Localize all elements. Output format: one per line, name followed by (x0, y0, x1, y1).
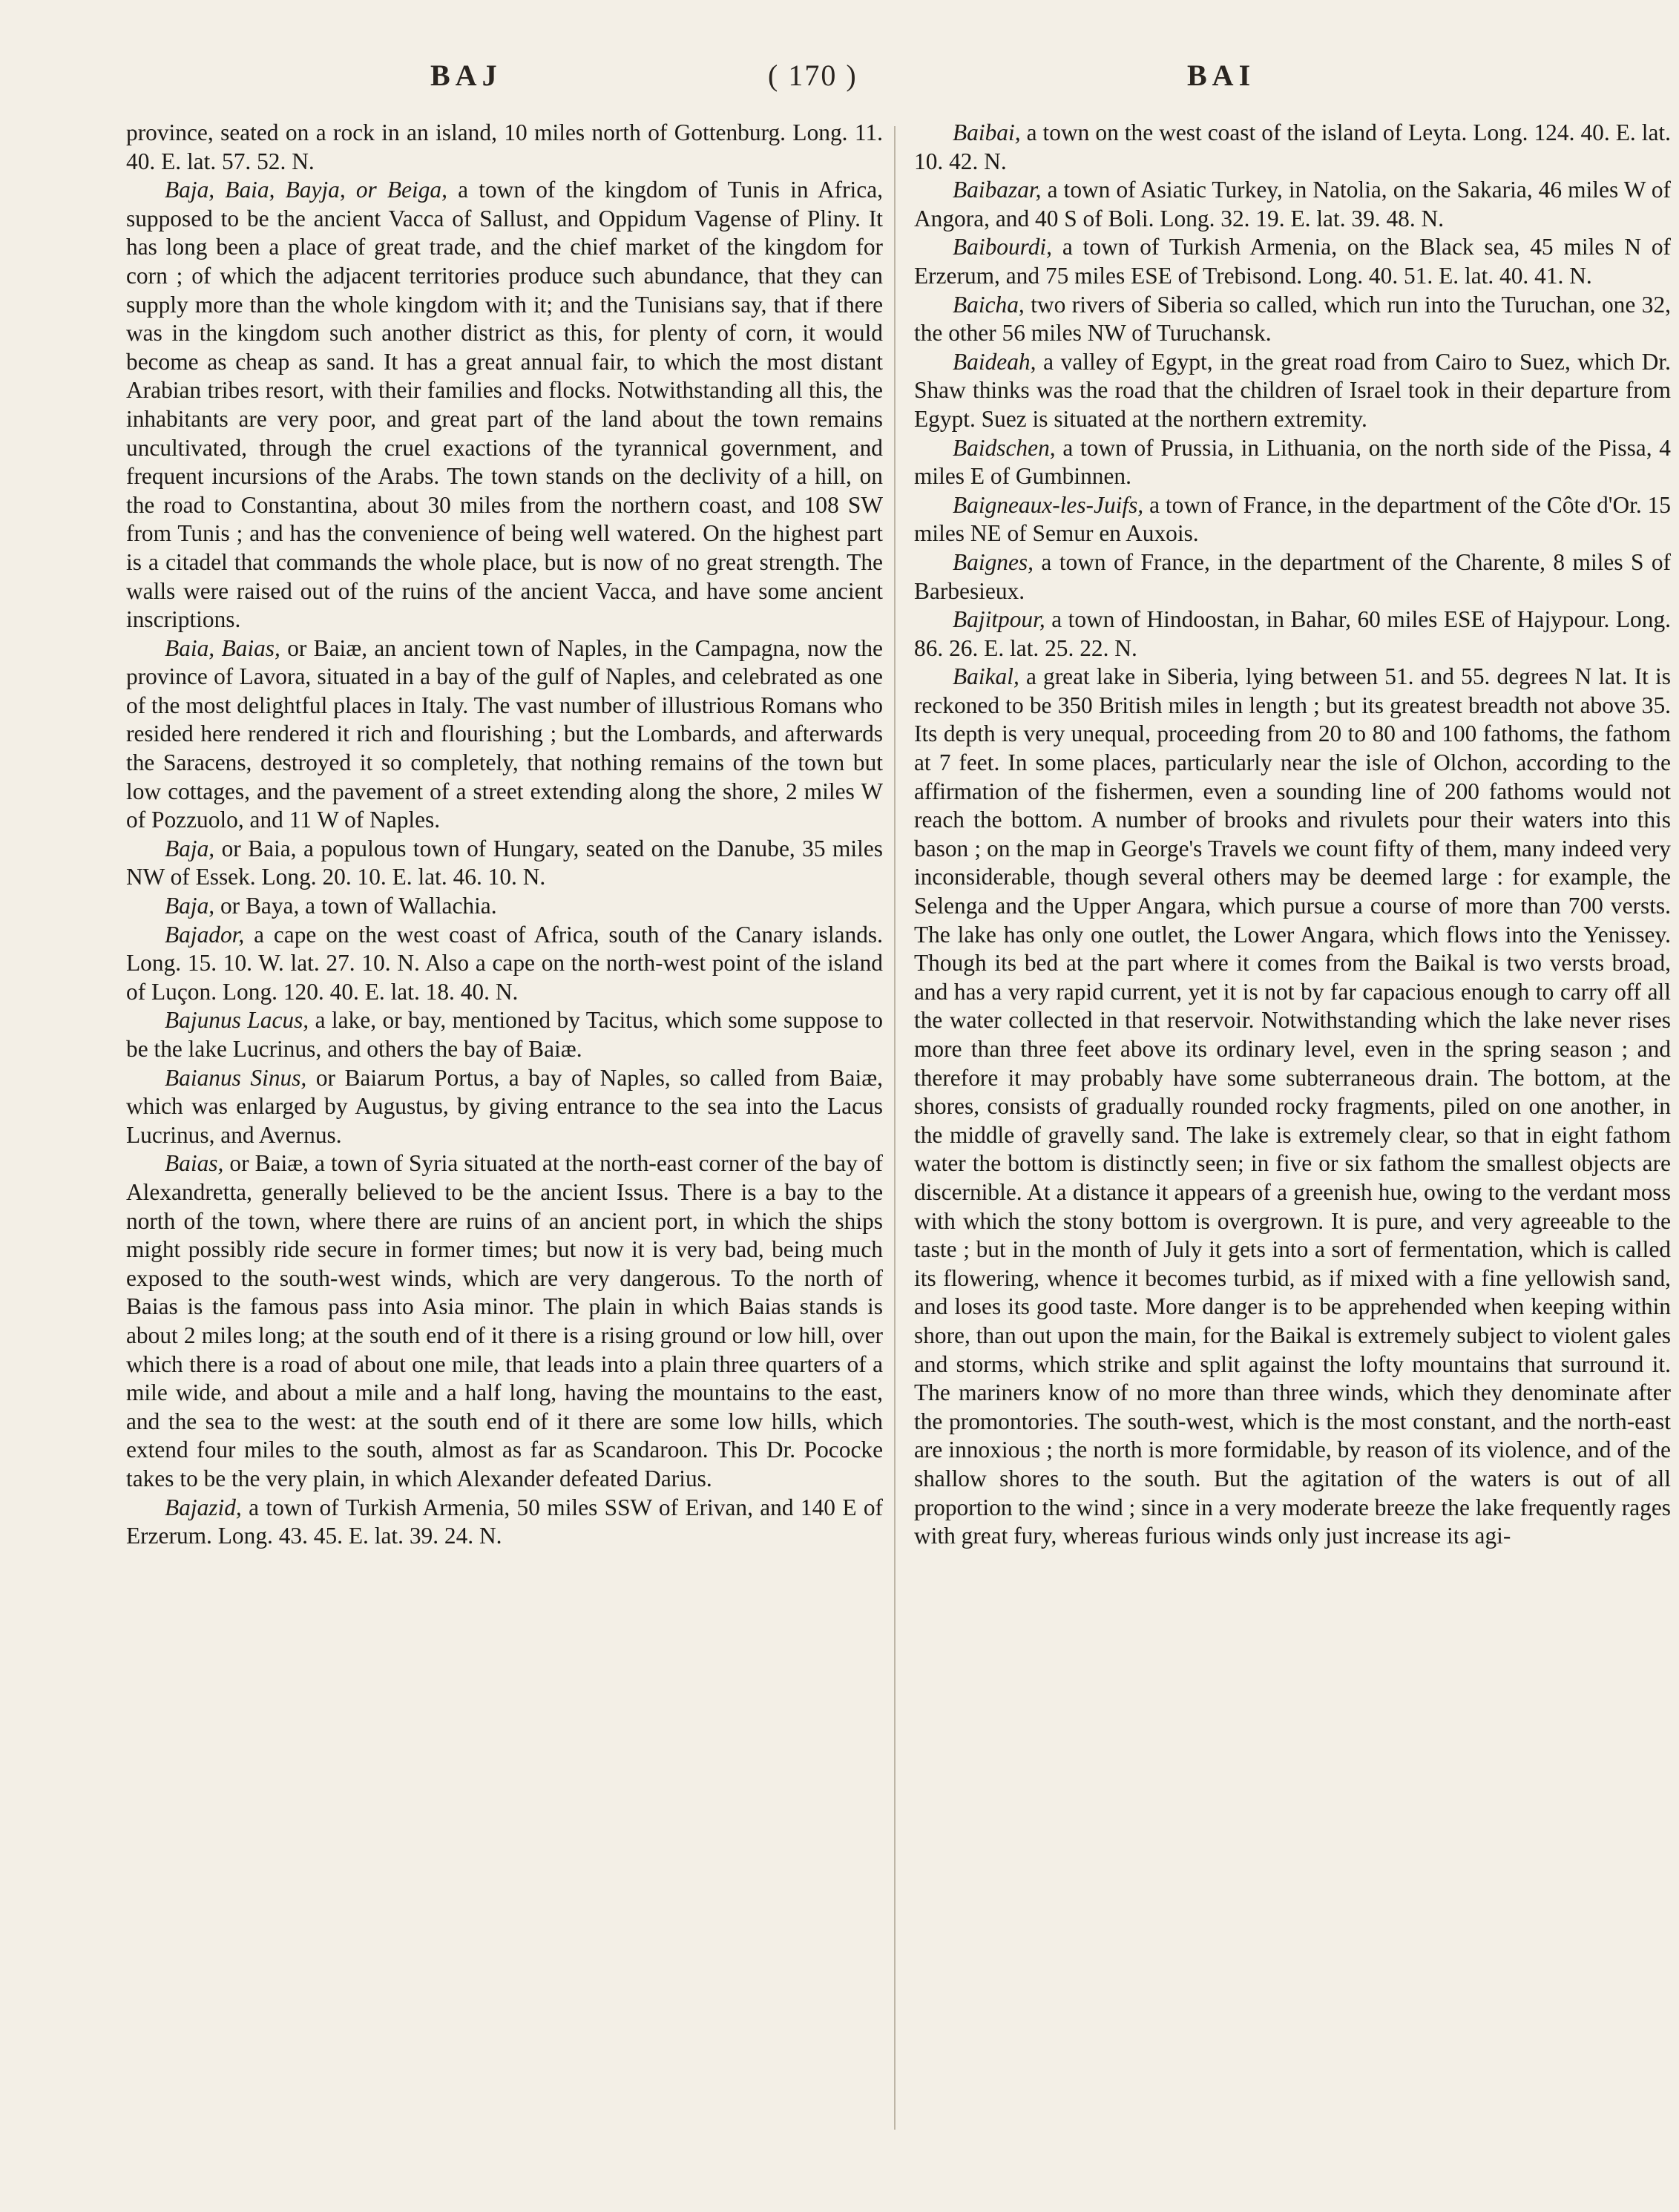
gazetteer-entry (914, 434, 1671, 491)
continued-entry-text (126, 119, 883, 176)
entry-headword: Baianus Sinus, (165, 1064, 307, 1091)
gazetteer-entry (126, 835, 883, 892)
gazetteer-entry (126, 176, 883, 634)
entry-headword: Baibazar, (953, 177, 1042, 203)
entry-headword: Baibourdi, (953, 234, 1052, 260)
entry-text: a town of France, in the department of the Charente, 8 miles S of Barbesieux. (914, 548, 1671, 604)
entry-headword: Bajunus Lacus, (165, 1007, 309, 1034)
entry-text: a town of France, in the department of the Côte d'Or. 15 miles NE of Semur en Auxois. (914, 491, 1671, 547)
page-number: ( 170 ) (768, 59, 858, 92)
entry-text: a town of Asiatic Turkey, in Natolia, on the Sakaria, 46 miles W of Angora, and 40 S of Boli. Long. 32. 19. E. lat. 39. 48. N. (914, 177, 1671, 232)
gazetteer-entry (126, 1064, 883, 1150)
entry-text: province, seated on a rock in an island, 10 miles north of Gottenburg. Long. 11. 40. E. lat. 57. 52. N. (126, 119, 883, 174)
gazetteer-entry (914, 605, 1671, 663)
gazetteer-entry (126, 634, 883, 835)
gazetteer-entry (914, 348, 1671, 434)
entry-text: a town of Prussia, in Lithuania, on the north side of the Pissa, 4 miles E of Gumbinnen. (914, 434, 1671, 490)
entry-text: or Baiarum Portus, a bay of Naples, so called from Baiæ, which was enlarged by Augustus, by giving entrance to the sea into the Lacus Lucrinus, and Avernus. (126, 1064, 883, 1148)
gazetteer-entry (126, 1149, 883, 1493)
entry-text: two rivers of Siberia so called, which run into the Turuchan, one 32, the other 56 miles NW of Turuchansk. (914, 291, 1671, 347)
entry-headword: Baidschen, (953, 434, 1056, 461)
entry-headword: Baigneaux-les-Juifs, (953, 491, 1144, 518)
entry-headword: Bajitpour, (953, 606, 1045, 633)
header-right-catchword: BAI (1187, 59, 1256, 92)
gazetteer-entry (914, 491, 1671, 548)
entry-headword: Baignes, (953, 548, 1034, 575)
entry-headword: Baja, Baia, Bayja, or Beiga, (165, 177, 447, 203)
gazetteer-entry (914, 548, 1671, 605)
entry-text: a town on the west coast of the island of Leyta. Long. 124. 40. E. lat. 10. 42. N. (914, 119, 1671, 174)
entry-text: or Baiæ, a town of Syria situated at the north-east corner of the bay of Alexandretta, generally believed to be the ancient Issus. There is a bay to the north of the town, where there are ruins of an ancient port, in which the ships might possibly ride secure in former times; but now it is very bad, being much exposed to the south-west winds, which are very dangerous. To the north of Baias is the famous pass into Asia minor. The plain in which Baias stands is about 2 miles long; at the south end of it there is a rising ground or low hill, over which there is a road of about one mile, that leads into a plain three quarters of a mile wide, and about a mile and a half long, having the mountains to the east, and the sea to the west: at the south end of it there are some low hills, which extend four miles to the south, almost as far as Scandaroon. This Dr. Pococke takes to be the very plain, in which Alexander defeated Darius. (126, 1150, 883, 1491)
right-column (914, 119, 1671, 1551)
gazetteer-entry (126, 1494, 883, 1551)
header-left-catchword: BAJ (430, 59, 502, 92)
entry-text: or Baiæ, an ancient town of Naples, in the Campagna, now the province of Lavora, situated in a bay of the gulf of Naples, and celebrated as one of the most delightful places in Italy. The vast number of illustrious Romans who resided here rendered it rich and flourishing ; but the Lombards, and afterwards the Saracens, destroyed it so completely, that nothing remains of the town but low cottages, and the pavement of a street extending along the shore, 2 miles W of Pozzuolo, and 11 W of Naples. (126, 634, 883, 833)
entry-headword: Baideah, (953, 348, 1036, 375)
gazetteer-entry (126, 921, 883, 1007)
entry-text: or Baia, a populous town of Hungary, seated on the Danube, 35 miles NW of Essek. Long. 20. 10. E. lat. 46. 10. N. (126, 835, 883, 890)
entry-headword: Baikal, (953, 663, 1019, 690)
entry-headword: Bajazid, (165, 1494, 242, 1520)
entry-headword: Baja, (165, 835, 215, 862)
gazetteer-entry (914, 119, 1671, 176)
entry-headword: Baibai, (953, 119, 1021, 145)
gazetteer-entry (126, 892, 883, 921)
entry-headword: Baja, (165, 893, 215, 919)
entry-headword: Baias, (165, 1150, 224, 1177)
entry-text: a valley of Egypt, in the great road from Cairo to Suez, which Dr. Shaw thinks was the road that the children of Israel took in their departure from Egypt. Suez is situated at the northern extremity. (914, 348, 1671, 432)
column-divider (894, 126, 896, 2130)
entry-text: a town of Turkish Armenia, on the Black sea, 45 miles N of Erzerum, and 75 miles ESE of Trebisond. Long. 40. 51. E. lat. 40. 41. N. (914, 234, 1671, 289)
entry-headword: Bajador, (165, 921, 245, 948)
entry-text: a lake, or bay, mentioned by Tacitus, which some suppose to be the lake Lucrinus, and others the bay of Baiæ. (126, 1007, 883, 1062)
entry-text: a town of the kingdom of Tunis in Africa, supposed to be the ancient Vacca of Sallust, and Oppidum Vagense of Pliny. It has long been a place of great trade, and the chief market of the kingdom for corn ; of which the adjacent territories produce such abundance, that they can supply more than the whole kingdom with it; and the Tunisians say, that if there was in the kingdom such another district as this, for plenty of corn, it would become as cheap as sand. It has a great annual fair, to which the most distant Arabian tribes resort, with their families and flocks. Notwithstanding all this, the inhabitants are very poor, and great part of the land about the town remains uncultivated, through the cruel exactions of the tyrannical government, and frequent incursions of the Arabs. The town stands on the declivity of a hill, on the road to Constantina, about 30 miles from the northern coast, and 108 SW from Tunis ; and has the convenience of being well watered. On the highest part is a citadel that commands the whole place, but is now of no great strength. The walls were raised out of the ruins of the ancient Vacca, and have some ancient inscriptions. (126, 177, 883, 633)
entry-text: or Baya, a town of Wallachia. (214, 893, 497, 919)
entry-text: a cape on the west coast of Africa, south of the Canary islands. Long. 15. 10. W. lat. 27. 10. N. Also a cape on the north-west point of the island of Luçon. Long. 120. 40. E. lat. 18. 40. N. (126, 921, 883, 1005)
gazetteer-entry (914, 291, 1671, 348)
gazetteer-entry (914, 663, 1671, 1550)
left-column (126, 119, 883, 1551)
gazetteer-entry (126, 1006, 883, 1063)
entry-text: a town of Hindoostan, in Bahar, 60 miles ESE of Hajypour. Long. 86. 26. E. lat. 25. 22. N. (914, 606, 1671, 661)
entry-text: a great lake in Siberia, lying between 51. and 55. degrees N lat. It is reckoned to be 350 British miles in length ; but its greatest breadth not above 35. Its depth is very unequal, proceeding from 20 to 80 and 100 fathoms, the fathom at 7 feet. In some places, particularly near the isle of Olchon, according to the affirmation of the fishermen, even a sounding line of 200 fathoms would not reach the bottom. A number of brooks and rivulets pour their waters into this bason ; on the map in George's Travels we count fifty of them, many indeed very inconsiderable, though several others may be deemed large : for example, the Selenga and the Upper Angara, which pursue a course of more than 700 versts. The lake has only one outlet, the Lower Angara, which flows into the Yenissey. Though its bed at the part where it comes from the Baikal is two versts broad, and has a very rapid current, yet it is not by far capacious enough to carry off all the water collected in that reservoir. Notwithstanding which the lake never rises more than three feet above its ordinary level, even in the spring season ; and therefore it may probably have some subterraneous drain. The bottom, at the shores, consists of gradually rounded rocky fragments, piled on one another, in the middle of gravelly sand. The lake is extremely clear, so that in eight fathom water the bottom is distinctly seen; in five or six fathom the smallest objects are discernible. At a distance it appears of a greenish hue, owing to the verdant moss with which the stony bottom is overgrown. It is pure, and very agreeable to the taste ; but in the month of July it gets into a sort of fermentation, which is called its flowering, whence it becomes turbid, as if mixed with a fine yellowish sand, and loses its good taste. More danger is to be apprehended when keeping within shore, than out upon the main, for the Baikal is extremely subject to violent gales and storms, which strike and split against the lofty mountains that surround it. The mariners know of no more than three winds, which they denominate after the promontories. The south-west, which is the most constant, and the north-east are innoxious ; the north is more formidable, by reason of its violence, and of the shallow shores to the south. But the agitation of the waters is out of all proportion to the wind ; since in a very moderate breeze the lake frequently rages with great fury, whereas furious winds only just increase its agi- (914, 663, 1671, 1549)
page-header (0, 58, 1679, 102)
gazetteer-entry (914, 176, 1671, 233)
entry-headword: Baicha, (953, 291, 1025, 318)
entry-headword: Baia, Baias, (165, 634, 280, 661)
gazetteer-entry (914, 233, 1671, 290)
entry-text: a town of Turkish Armenia, 50 miles SSW of Erivan, and 140 E of Erzerum. Long. 43. 45. E. lat. 39. 24. N. (126, 1494, 883, 1549)
